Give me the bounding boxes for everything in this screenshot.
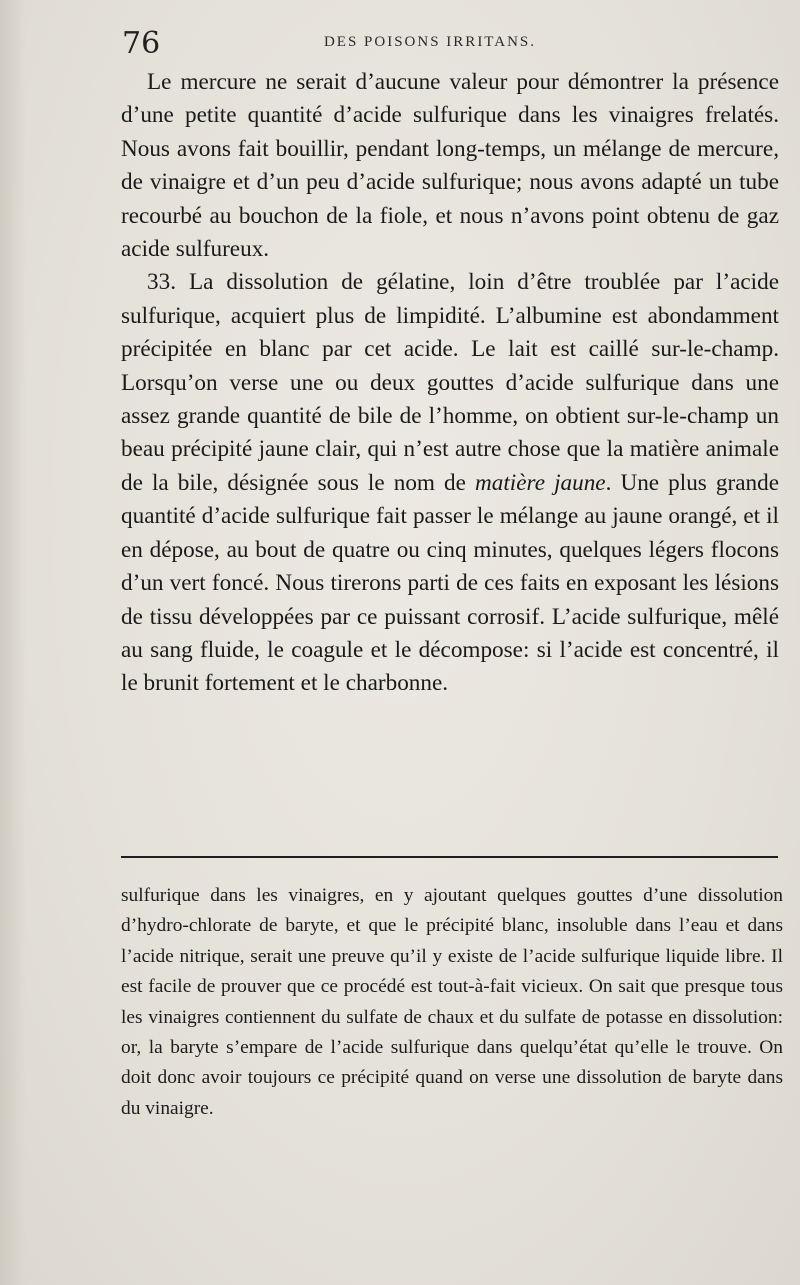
running-title: DES POISONS IRRITANS. xyxy=(323,34,537,50)
italic-term-matiere-jaune: matière jaune xyxy=(475,469,606,496)
footnote xyxy=(121,881,783,1124)
main-text xyxy=(121,66,779,701)
page-number: 76 xyxy=(122,26,161,61)
paragraph-mercure: Le mercure ne serait d’aucune valeur pour démontrer la présence d’une petite quantité d’acide sulfurique dans les vinaigres frelatés. Nous avons fait bouillir, pendant long-temps, un mélange de mercure, de vinaigre et d’un peu d’acide sulfurique; nous avons adapté un tube recourbé au bouchon de la fiole, et nous n’avons point obtenu de gaz acide sulfureux. xyxy=(121,69,779,263)
paragraph-33-start: 33. La dissolution de gélatine, loin d’être troublée par l’acide sulfurique, acquiert plus de limpidité. L’albumine est abondamment précipitée en blanc par cet acide. Le lait est caillé sur-le-champ. Lorsqu’on verse une ou deux gouttes d’acide sulfurique dans une assez grande quantité de bile de l’homme, on obtient sur-le-champ un beau précipité jaune clair, qui n’est autre chose que la matière animale de la bile, désignée sous le nom de xyxy=(121,269,779,496)
paragraph-33-end: . Une plus grande quantité d’acide sulfurique fait passer le mélange au jaune orangé, et il en dépose, au bout de quatre ou cinq minutes, quelques légers flocons d’un vert foncé. Nous tirerons parti de ces faits en exposant les lésions de tissu développées par ce puissant corrosif. L’acide sulfurique, mêlé au sang fluide, le coagule et le décompose: si l’acide est concentré, il le brunit fortement et le charbonne. xyxy=(121,469,779,697)
paragraph-33 xyxy=(121,266,779,700)
footnote-text: sulfurique dans les vinaigres, en y ajoutant quelques gouttes d’une dissolution d’hydro-chlorate de baryte, et que le précipité blanc, insoluble dans l’eau et dans l’acide nitrique, serait une preuve qu’il y existe de l’acide sulfurique liquide libre. Il est facile de prouver que ce procédé est tout-à-fait vicieux. On sait que presque tous les vinaigres contiennent du sulfate de chaux et du sulfate de potasse en dissolution: or, la baryte s’empare de l’acide sulfurique dans quelqu’état qu’elle le trouve. On doit donc avoir toujours ce précipité quand on verse une dissolution de baryte dans du vinaigre. xyxy=(121,885,783,1119)
footnote-separator-rule xyxy=(121,856,778,858)
